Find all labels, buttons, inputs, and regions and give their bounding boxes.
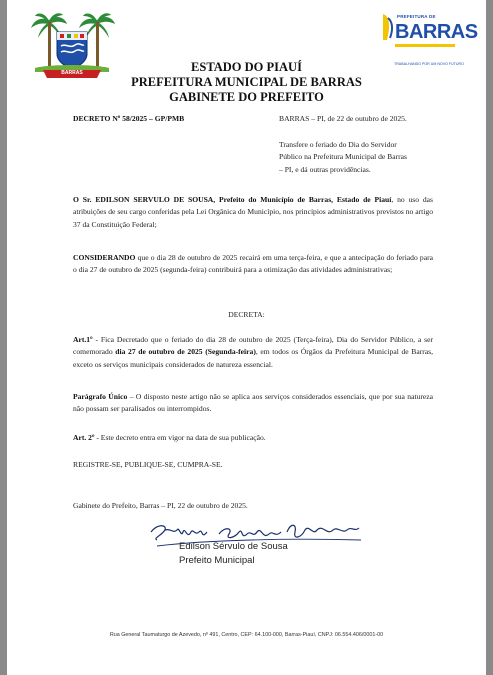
art2-label: Art. 2º [73,433,95,442]
logo-tagline: TRABALHANDO POR UM NOVO FUTURO [394,62,464,66]
footer-address: Rua General Taumaturgo de Azevedo, nº 491, Centro, CEP: 64.100-000, Barras-Piauí, CNPJ: 06.554.406/0001-00 [109,632,384,638]
article-1 [73,334,433,371]
logo-stripe [395,44,455,47]
logo-small-text: PREFEITURA DE [397,14,436,19]
document-page [7,0,486,675]
intro-paragraph [73,194,433,231]
intro-text: , no uso das atribuições de seu cargo conferidas pela Lei Orgânica do Município, nos princípios administrativos previstos no artigo 37 da Constituição Federal; [73,195,433,229]
flag-icon [381,12,395,42]
state-title: ESTADO DO PIAUÍ [191,60,302,74]
considerando-label: CONSIDERANDO [73,253,136,262]
considerando-text: que o dia 28 de outubro de 2025 recairá em uma terça-feira, e que a antecipação do feriado para o dia 27 de outubro de 2025 (segunda-feira) contribuirá para a otimização das atividades administrativas; [73,253,433,275]
summary-line: Transfere o feriado do Dia do Servidor [279,140,397,149]
signatory-name: Edilson Sérvulo de Sousa [179,541,288,552]
art1-text-b: , em todos os Órgãos da Prefeitura Municipal de Barras, exceto os serviços municipais considerados de natureza essencial. [73,347,433,369]
gabinete-date: Gabinete do Prefeito, Barras – PI, 22 de outubro de 2025. [73,501,248,510]
summary-line: – PI, e dá outras providências. [279,164,371,174]
paragrafo-text: – O disposto neste artigo não se aplica aos serviços considerados essenciais, que por sua natureza não possam ser paralisados ou interrompidos. [73,392,434,414]
decreta-heading: DECRETA: [228,310,265,319]
gabinete-title: GABINETE DO PREFEITO [169,90,324,104]
prefeitura-title: PREFEITURA MUNICIPAL DE BARRAS [131,75,362,89]
art1-label: Art.1º [73,335,93,344]
art2-text: - Este decreto entra em vigor na data de sua publicação. [94,433,266,442]
decree-summary [279,139,439,176]
signatory-title: Prefeito Municipal [179,555,255,566]
logo-big-text: BARRAS [395,21,478,43]
registre-line: REGISTRE-SE, PUBLIQUE-SE, CUMPRA-SE. [73,460,223,469]
paragrafo-label: Parágrafo Único [73,392,128,401]
art1-bold: dia 27 de outubro de 2025 (Segunda-feira) [115,347,256,357]
decree-number: DECRETO Nº 58/2025 – GP/PMB [73,114,185,123]
intro-bold: O Sr. EDILSON SERVULO DE SOUSA, Prefeito do Município de Barras, Estado de Piauí [73,195,392,204]
paragrafo-unico [73,391,433,416]
summary-line: Público na Prefeitura Municipal de Barras [279,152,407,162]
considerando-paragraph [73,252,433,277]
article-2 [73,432,433,444]
art1-text-a: - Fica Decretado que o feriado do dia 28 de outubro de 2025 (Terça-feira), Dia do Servidor Público, a ser comemorado [73,335,433,357]
place-date: BARRAS – PI, de 22 de outubro de 2025. [279,114,407,123]
crest-banner-text: BARRAS [61,70,83,76]
